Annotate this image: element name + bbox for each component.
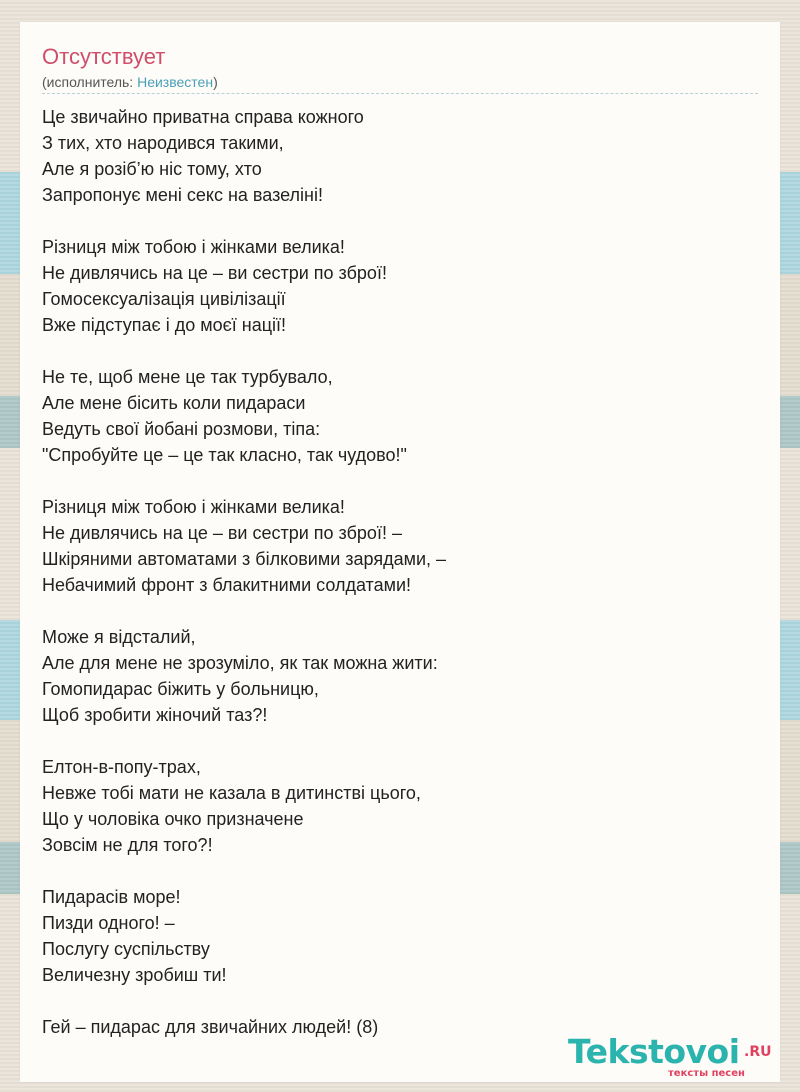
lyric-line bbox=[42, 858, 758, 884]
lyric-line: З тих, хто народився такими, bbox=[42, 133, 284, 153]
artist-line bbox=[42, 73, 218, 91]
lyric-line bbox=[42, 208, 758, 234]
lyric-line: Пизди одного! – bbox=[42, 913, 175, 933]
lyric-line: Гей – пидарас для звичайних людей! (8) bbox=[42, 1017, 379, 1037]
artist-suffix: ) bbox=[213, 74, 218, 90]
lyric-line: Різниця між тобою і жінками велика! bbox=[42, 237, 345, 257]
lyrics-text bbox=[42, 104, 758, 1040]
lyric-line: Але мене бісить коли пидараси bbox=[42, 393, 306, 413]
lyric-line: Різниця між тобою і жінками велика! bbox=[42, 497, 345, 517]
lyric-line: Щоб зробити жіночий таз?! bbox=[42, 705, 268, 725]
lyric-line bbox=[42, 468, 758, 494]
artist-prefix: (исполнитель: bbox=[42, 74, 138, 90]
lyric-line: Послугу суспільству bbox=[42, 939, 210, 959]
site-logo[interactable] bbox=[568, 1032, 778, 1080]
song-title: Отсутствует bbox=[42, 44, 166, 69]
lyric-line: Вже підступає і до моєї нації! bbox=[42, 315, 287, 335]
lyric-line: Але я розіб’ю ніс тому, хто bbox=[42, 159, 262, 179]
lyric-line: Невже тобі мати не казала в дитинстві цього, bbox=[42, 783, 421, 803]
lyric-line bbox=[42, 338, 758, 364]
lyric-line: Величезну зробиш ти! bbox=[42, 965, 227, 985]
lyric-line: Не дивлячись на це – ви сестри по зброї! – bbox=[42, 523, 402, 543]
divider bbox=[42, 93, 758, 94]
lyric-line: Запропонує мені секс на вазеліні! bbox=[42, 185, 323, 205]
lyric-line: Небачимий фронт з блакитними солдатами! bbox=[42, 575, 412, 595]
lyric-line: Шкіряними автоматами з білковими зарядами, – bbox=[42, 549, 447, 569]
lyrics-card bbox=[20, 22, 780, 1082]
lyric-line: Пидарасів море! bbox=[42, 887, 181, 907]
lyric-line: Не те, щоб мене це так турбувало, bbox=[42, 367, 333, 387]
lyric-line: "Спробуйте це – це так класно, так чудово!" bbox=[42, 445, 407, 465]
lyric-line bbox=[42, 598, 758, 624]
lyric-line: Але для мене не зрозуміло, як так можна жити: bbox=[42, 653, 438, 673]
lyric-line: Ведуть свої йобані розмови, тіпа: bbox=[42, 419, 321, 439]
lyric-line bbox=[42, 728, 758, 754]
lyric-line: Це звичайно приватна справа кожного bbox=[42, 107, 364, 127]
logo-subtitle: тексты песен bbox=[668, 1068, 745, 1079]
lyric-line: Елтон-в-попу-трах, bbox=[42, 757, 201, 777]
lyric-line: Що у чоловіка очко призначене bbox=[42, 809, 304, 829]
lyric-line: Гомопидарас біжить у больницю, bbox=[42, 679, 319, 699]
lyric-line: Може я відсталий, bbox=[42, 627, 196, 647]
artist-link[interactable]: Неизвестен bbox=[137, 74, 214, 90]
lyric-line: Гомосексуалізація цивілізації bbox=[42, 289, 286, 309]
lyric-line: Зовсім не для того?! bbox=[42, 835, 213, 855]
lyric-line: Не дивлячись на це – ви сестри по зброї! bbox=[42, 263, 387, 283]
lyric-line bbox=[42, 988, 758, 1014]
logo-tld: .RU bbox=[744, 1044, 772, 1060]
logo-text: Tekstovoi bbox=[568, 1032, 740, 1071]
